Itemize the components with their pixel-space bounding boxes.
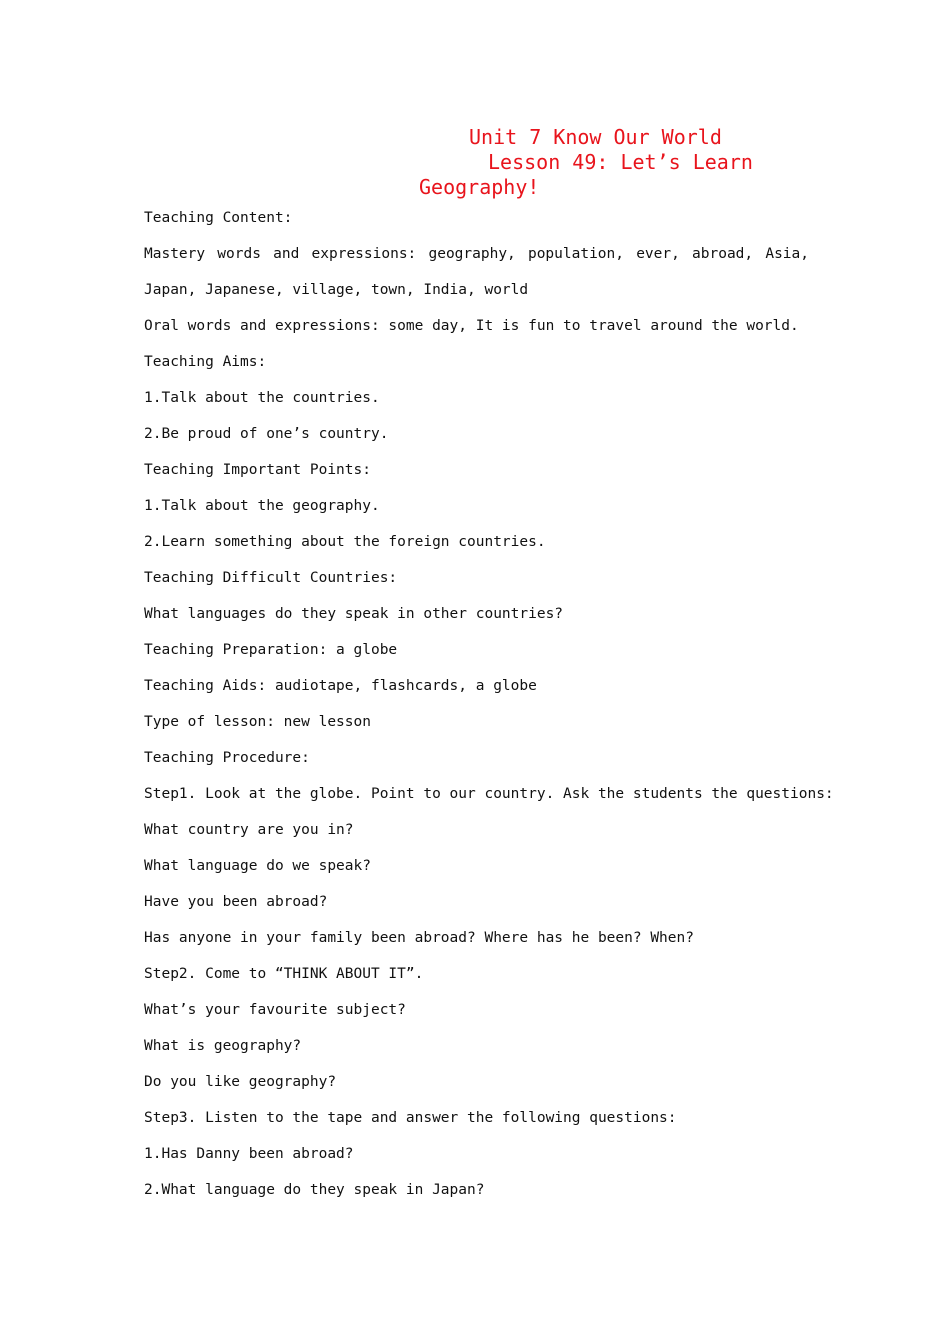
- important-points-heading: Teaching Important Points:: [144, 462, 371, 478]
- teaching-content-heading: Teaching Content:: [144, 210, 293, 226]
- step-3: Step3. Listen to the tape and answer the following questions:: [144, 1110, 677, 1126]
- teaching-procedure-heading: Teaching Procedure:: [144, 750, 310, 766]
- important-point-item: 1.Talk about the geography.: [144, 498, 380, 514]
- question-item: 1.Has Danny been abroad?: [144, 1146, 354, 1162]
- lesson-title-continued: Geography!: [419, 175, 540, 199]
- question-item: What language do we speak?: [144, 858, 371, 874]
- question-item: Has anyone in your family been abroad? Where has he been? When?: [144, 930, 694, 946]
- important-point-item: 2.Learn something about the foreign countries.: [144, 534, 546, 550]
- aim-item: 1.Talk about the countries.: [144, 390, 380, 406]
- aim-item: 2.Be proud of one’s country.: [144, 426, 389, 442]
- difficult-points-heading: Teaching Difficult Countries:: [144, 570, 398, 586]
- question-item: Do you like geography?: [144, 1074, 337, 1090]
- lesson-plan-body: [144, 200, 834, 1208]
- step-2: Step2. Come to “THINK ABOUT IT”.: [144, 966, 424, 982]
- teaching-aims-heading: Teaching Aims:: [144, 354, 267, 370]
- mastery-words-line-2: Japan, Japanese, village, town, India, world: [144, 282, 529, 298]
- question-item: 2.What language do they speak in Japan?: [144, 1182, 485, 1198]
- teaching-preparation: Teaching Preparation: a globe: [144, 642, 398, 658]
- teaching-aids: Teaching Aids: audiotape, flashcards, a globe: [144, 678, 537, 694]
- question-item: What is geography?: [144, 1038, 302, 1054]
- oral-words-line: Oral words and expressions: some day, It is fun to travel around the world.: [144, 318, 799, 334]
- mastery-words-line-1: Mastery words and expressions: geography, population, ever, abroad, Asia,: [144, 246, 809, 262]
- unit-title: Unit 7 Know Our World: [469, 125, 722, 149]
- lesson-title: Lesson 49: Let’s Learn: [488, 150, 753, 174]
- question-item: What’s your favourite subject?: [144, 1002, 406, 1018]
- question-item: Have you been abroad?: [144, 894, 328, 910]
- difficult-point-item: What languages do they speak in other countries?: [144, 606, 564, 622]
- step-1: Step1. Look at the globe. Point to our country. Ask the students the questions:: [144, 786, 834, 802]
- question-item: What country are you in?: [144, 822, 354, 838]
- lesson-type: Type of lesson: new lesson: [144, 714, 371, 730]
